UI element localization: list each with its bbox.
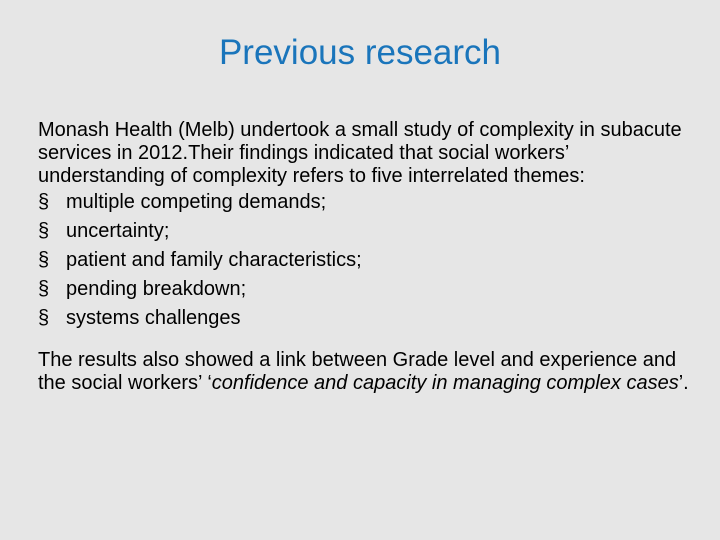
list-item <box>38 188 698 217</box>
slide-title: Previous research <box>218 33 502 72</box>
conclusion-end: ’. <box>678 372 689 394</box>
list-item-text: patient and family characteristics; <box>66 249 362 271</box>
bullet-marker: § <box>38 278 50 300</box>
bullet-marker: § <box>38 307 50 329</box>
list-item-text: systems challenges <box>66 307 241 329</box>
list-item-text: uncertainty; <box>66 220 170 242</box>
bullet-marker: § <box>38 249 50 271</box>
conclusion-paragraph <box>38 349 698 395</box>
intro-paragraph: Monash Health (Melb) undertook a small study of complexity in subacute services in 2012.Their findings indicated that social workers’ understanding of complexity refers to five interrelated themes: <box>38 119 682 187</box>
themes-list <box>38 188 698 333</box>
list-item <box>38 304 698 333</box>
bullet-marker: § <box>38 220 50 242</box>
list-item <box>38 217 698 246</box>
list-item-text: multiple competing demands; <box>66 191 327 213</box>
list-item-text: pending breakdown; <box>66 278 247 300</box>
slide-body <box>38 119 698 395</box>
conclusion-quote: confidence and capacity in managing complex cases <box>211 372 679 394</box>
list-item <box>38 246 698 275</box>
bullet-marker: § <box>38 191 50 213</box>
list-item <box>38 275 698 304</box>
conclusion-lead: The results also showed a link between Grade level and experience and the social workers’ ‘ <box>38 349 677 394</box>
